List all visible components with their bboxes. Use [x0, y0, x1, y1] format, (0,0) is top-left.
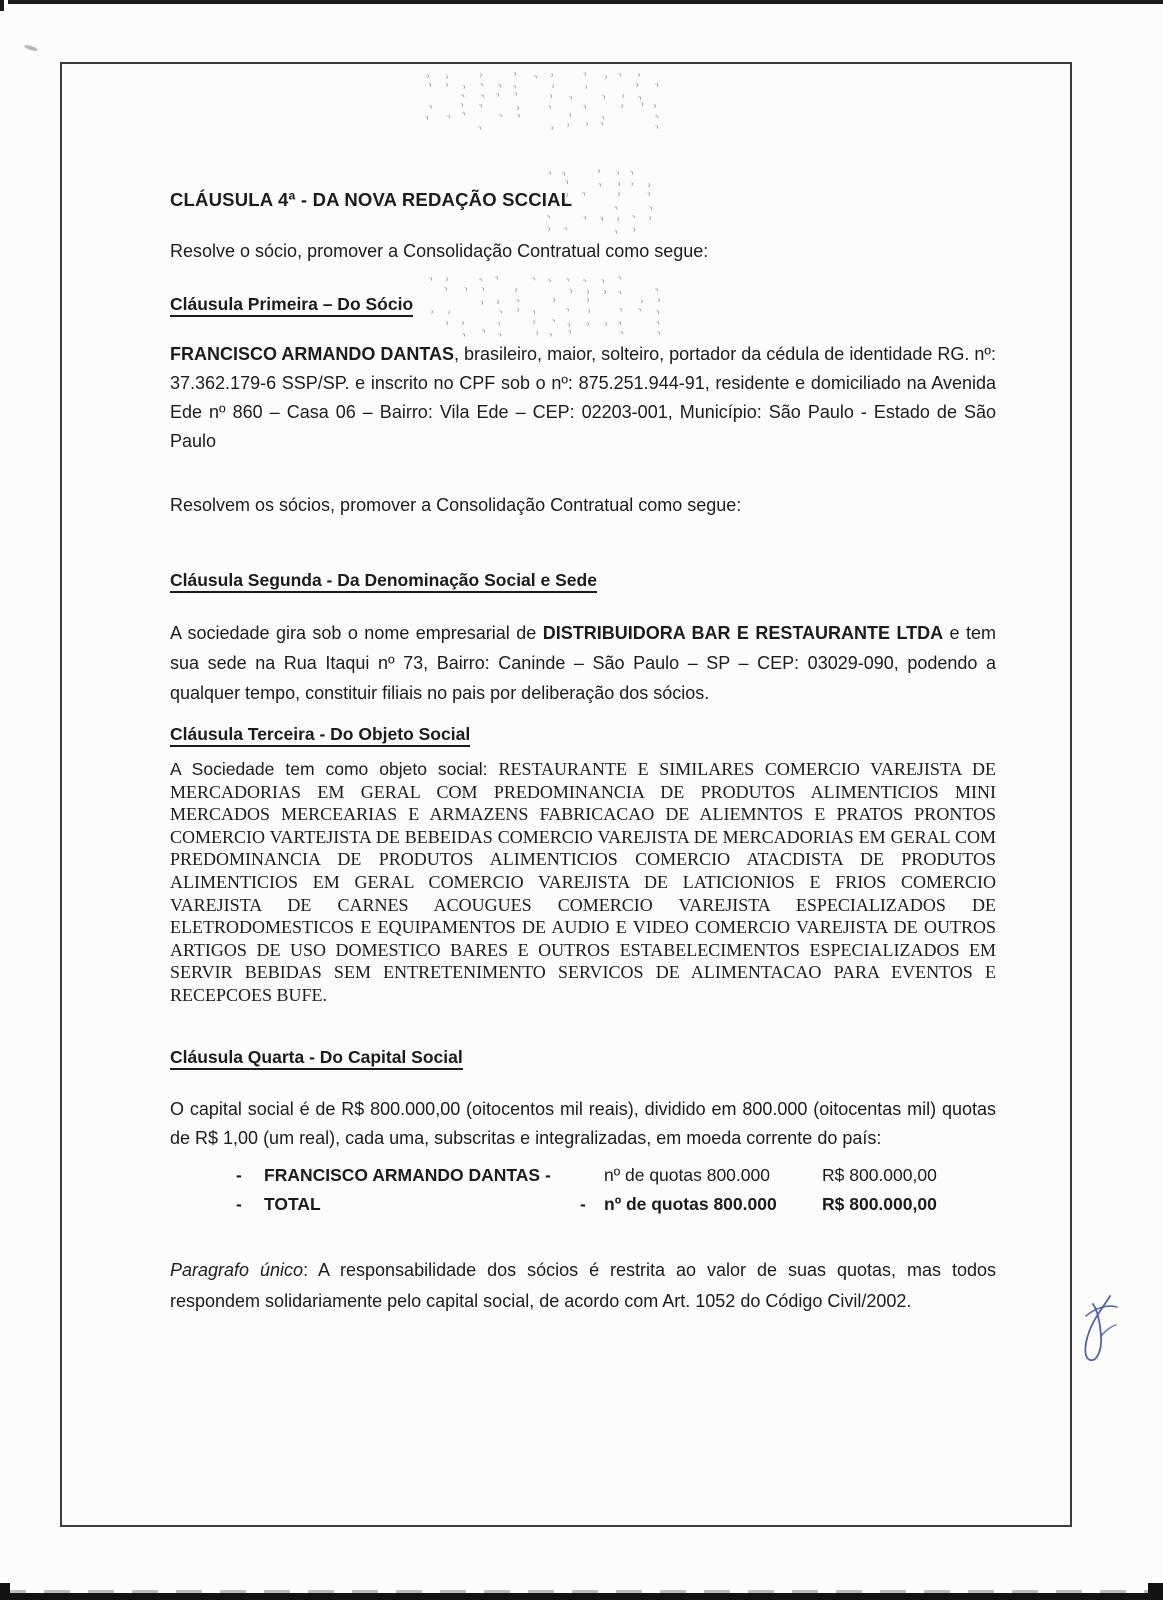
clause-second-heading: Cláusula Segunda - Da Denominação Social e Sede	[170, 568, 996, 592]
scan-bottom-right-notch	[1148, 1583, 1163, 1596]
sole-paragraph-lead: Paragrafo único	[170, 1259, 304, 1280]
sole-paragraph: Paragrafo único: A responsabilidade dos sócios é restrita ao valor de suas quotas, mas todos respondem solidariamente pelo capital social, de acordo com Art. 1052 do Código Civil/2002.	[170, 1259, 996, 1311]
intro-paragraph: Resolve o sócio, promover a Consolidação Contratual como segue:	[170, 241, 709, 261]
capital-paragraph: O capital social é de R$ 800.000,00 (oitocentos mil reais), dividido em 800.000 (oitocentas mil) quotas de R$ 1,00 (um real), cada uma, subscritas e integralizadas, em moeda corrente do país:	[170, 1098, 996, 1148]
quota-row-total: - TOTAL - nº de quotas 800.000 R$ 800.000,00	[236, 1193, 937, 1214]
clause-third-heading: Cláusula Terceira - Do Objeto Social	[170, 722, 996, 746]
partner-name: FRANCISCO ARMANDO DANTAS	[170, 344, 455, 364]
partner-details: , brasileiro, maior, solteiro, portador da cédula de identidade RG. nº: 37.362.179-6 SSP/SP. e inscrito no CPF sob o nº: 875.251.944-91, residente e domiciliado na Avenida Ede nº 860 – Casa 06 – Bairro: Vila Ede – CEP: 02203-001, Município: São Paulo - Estado de São Paulo	[170, 344, 997, 451]
scan-top-corner-mark	[0, 0, 4, 11]
document-body	[170, 62, 996, 1317]
clause-first-heading: Cláusula Primeira – Do Sócio	[170, 292, 996, 316]
scan-bottom-left-notch	[0, 1583, 10, 1595]
resolve-paragraph: Resolvem os sócios, promover a Consolidação Contratual como segue:	[170, 495, 742, 515]
clause-fourth-heading: Cláusula Quarta - Do Capital Social	[170, 1045, 996, 1069]
partner-paragraph	[170, 340, 996, 456]
scan-top-edge-line	[8, 0, 1163, 4]
business-purpose-paragraph: A Sociedade tem como objeto social: RESTAURANTE E SIMILARES COMERCIO VAREJISTA DE MERCADORIAS EM GERAL COM PREDOMINANCIA DE PRODUTOS ALIMENTICIOS MINI MERCADOS MERCEARIAS E ARMAZENS FABRICACAO DE ALIEMNTOS E PRATOS PRONTOS COMERCIO VARTEJISTA DE BEBEIDAS COMERCIO VAREJISTA DE MERCADORIAS EM GERAL COM PREDOMINANCIA DE PRODUTOS ALIMENTICIOS COMERCIO ATACDISTA DE PRODUTOS ALIMENTICIOS EM GERAL COMERCIO VAREJISTA DE LATICIONIOS E FRIOS COMERCIO VAREJISTA DE CARNES ACOUGUES COMERCIO VAREJISTA ESPECIALIZADOS DE ELETRODOMESTICOS E EQUIPAMENTOS DE AUDIO E VIDEO COMERCIO VAREJISTA DE OUTROS ARTIGOS DE USO DOMESTICO BARES E OUTROS ESTABELECIMENTOS ESPECIALIZADOS EM SERVIR BEBIDAS SEM ENTRETENIMENTO SERVICOS DE ALIMENTACAO PARA EVENTOS E RECEPCOES BUFE.	[170, 759, 996, 1005]
quota-row-partner: - FRANCISCO ARMANDO DANTAS - nº de quotas 800.000 R$ 800.000,00	[236, 1164, 937, 1185]
denomination-paragraph: A sociedade gira sob o nome empresarial de DISTRIBUIDORA BAR E RESTAURANTE LTDA e tem sua sede na Rua Itaqui nº 73, Bairro: Caninde – São Paulo – SP – CEP: 03029-090, podendo a qualquer tempo, constituir filiais no pais por deliberação dos sócios.	[170, 623, 996, 703]
company-name: DISTRIBUIDORA BAR E RESTAURANTE LTDA	[542, 623, 944, 643]
scan-speck	[24, 44, 39, 52]
scan-bottom-edge-bar	[0, 1593, 1163, 1600]
business-purpose-caps: RESTAURANTE E SIMILARES COMERCIO VAREJISTA DE MERCADORIAS EM GERAL COM PREDOMINANCIA DE PRODUTOS ALIMENTICIOS MINI MERCADOS MERCEARIAS E ARMAZENS FABRICACAO DE ALIEMNTOS E PRATOS PRONTOS COMERCIO VARTEJISTA DE BEBEIDAS COMERCIO VAREJISTA DE MERCADORIAS EM GERAL COM PREDOMINANCIA DE PRODUTOS ALIMENTICIOS COMERCIO ATACDISTA DE PRODUTOS ALIMENTICIOS EM GERAL COMERCIO VAREJISTA DE LATICIONIOS E FRIOS COMERCIO VAREJISTA DE CARNES ACOUGUES COMERCIO VAREJISTA ESPECIALIZADOS DE ELETRODOMESTICOS E EQUIPAMENTOS DE AUDIO E VIDEO COMERCIO VAREJISTA DE OUTROS ARTIGOS DE USO DOMESTICO BARES E OUTROS ESTABELECIMENTOS ESPECIALIZADOS EM SERVIR BEBIDAS SEM ENTRETENIMENTO SERVICOS DE ALIMENTACAO PARA EVENTOS E RECEPCOES BUFE.	[170, 759, 996, 1005]
pen-rubric-signature	[1076, 1292, 1120, 1372]
document-title: CLÁUSULA 4ª - DA NOVA REDAÇÃO SCCIAL	[170, 189, 573, 210]
quota-table	[170, 1161, 996, 1219]
